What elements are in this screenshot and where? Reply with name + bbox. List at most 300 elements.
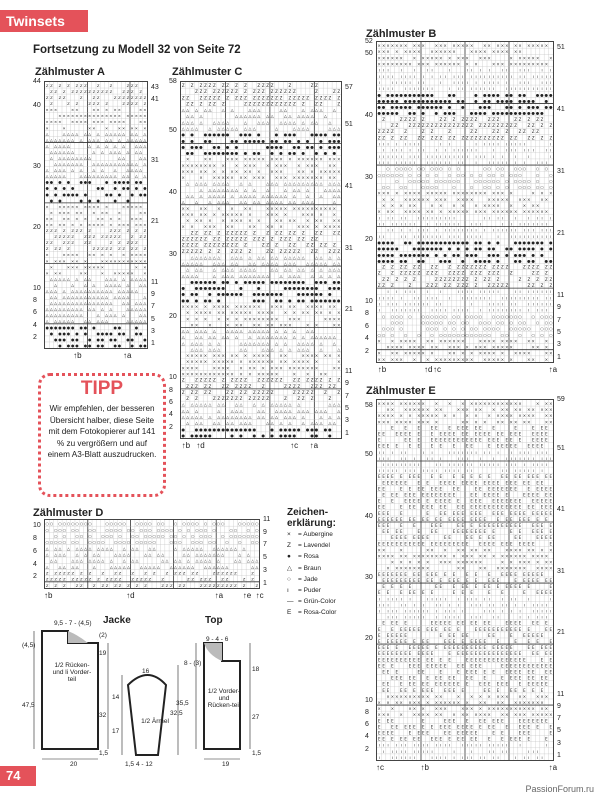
svg-text:ı: ı xyxy=(510,141,512,147)
svg-text:×: × xyxy=(92,113,96,119)
svg-text:△: △ xyxy=(310,261,314,267)
svg-text:×: × xyxy=(544,407,549,413)
svg-text:E: E xyxy=(496,492,500,498)
svg-text:×: × xyxy=(483,419,487,425)
svg-text:E: E xyxy=(404,437,407,443)
svg-text:○: ○ xyxy=(456,332,461,338)
svg-text:E: E xyxy=(448,492,451,498)
svg-text:△: △ xyxy=(252,107,256,113)
svg-text:ı: ı xyxy=(418,608,420,614)
svg-text:○: ○ xyxy=(483,326,487,332)
svg-text:Z: Z xyxy=(492,283,495,289)
svg-text:E: E xyxy=(421,486,425,492)
svg-text:△: △ xyxy=(266,334,270,340)
svg-text:×: × xyxy=(399,419,403,425)
svg-text:×: × xyxy=(461,55,465,61)
svg-text:Z: Z xyxy=(261,389,265,395)
svg-text:Z: Z xyxy=(261,236,265,242)
svg-text:△: △ xyxy=(62,131,66,137)
svg-text:E: E xyxy=(540,571,544,577)
svg-text:×: × xyxy=(301,211,305,217)
svg-text:ı: ı xyxy=(545,221,547,227)
svg-text:Z: Z xyxy=(235,396,238,402)
svg-text:E: E xyxy=(465,675,469,681)
svg-text:Z: Z xyxy=(270,248,274,254)
svg-text:×: × xyxy=(88,222,92,228)
svg-text:E: E xyxy=(492,651,495,657)
svg-text:×: × xyxy=(66,215,70,221)
svg-text:●: ● xyxy=(243,279,248,285)
svg-text:△: △ xyxy=(315,119,319,125)
svg-text:△: △ xyxy=(270,420,274,426)
svg-text:×: × xyxy=(239,218,243,224)
svg-text:△: △ xyxy=(301,113,305,119)
svg-text:△: △ xyxy=(92,300,96,306)
svg-text:×: × xyxy=(283,175,288,181)
tip-text: Wir empfehlen, der besseren Übersicht halber, diese Seite mit dem Fotokopierer auf 141 % zu vergrößern und auf einem A3-Blatt auszudrucken. xyxy=(47,404,157,459)
svg-text:Z: Z xyxy=(288,101,292,107)
svg-text:●: ● xyxy=(469,110,474,116)
svg-text:○: ○ xyxy=(505,178,509,184)
svg-text:ı: ı xyxy=(457,455,459,461)
svg-text:×: × xyxy=(45,252,49,258)
svg-text:×: × xyxy=(332,224,337,230)
svg-text:△: △ xyxy=(139,149,143,155)
svg-text:○: ○ xyxy=(522,178,527,184)
svg-text:Z: Z xyxy=(109,89,113,95)
svg-text:E: E xyxy=(531,431,535,437)
svg-text:×: × xyxy=(265,162,270,168)
svg-text:○: ○ xyxy=(447,178,452,184)
svg-text:E: E xyxy=(492,626,495,632)
svg-text:△: △ xyxy=(306,328,310,334)
svg-text:●: ● xyxy=(130,336,134,342)
svg-text:Z: Z xyxy=(130,234,134,240)
svg-text:△: △ xyxy=(248,181,252,187)
svg-text:○: ○ xyxy=(500,319,505,325)
svg-text:△: △ xyxy=(199,261,203,267)
svg-text:●: ● xyxy=(408,239,412,245)
svg-text:△: △ xyxy=(88,318,92,324)
svg-text:E: E xyxy=(391,657,394,663)
svg-text:●: ● xyxy=(505,110,509,116)
svg-text:E: E xyxy=(457,523,460,529)
svg-text:●: ● xyxy=(274,138,279,144)
svg-text:×: × xyxy=(500,350,505,356)
svg-text:×: × xyxy=(408,209,412,215)
svg-text:×: × xyxy=(522,61,527,67)
svg-text:Z: Z xyxy=(465,123,469,129)
svg-text:ı: ı xyxy=(457,73,459,79)
svg-text:E: E xyxy=(518,437,522,443)
svg-text:△: △ xyxy=(239,267,243,273)
svg-text:ı: ı xyxy=(405,614,407,620)
svg-text:ı: ı xyxy=(457,602,459,608)
legend-label: = Aubergine xyxy=(298,531,333,538)
svg-text:ı: ı xyxy=(453,79,455,85)
svg-text:E: E xyxy=(518,663,522,669)
svg-text:△: △ xyxy=(208,414,212,420)
svg-text:○: ○ xyxy=(456,166,461,172)
svg-text:E: E xyxy=(404,577,407,583)
svg-text:E: E xyxy=(435,541,438,547)
svg-text:△: △ xyxy=(139,318,143,324)
svg-text:×: × xyxy=(297,205,301,211)
svg-text:ı: ı xyxy=(515,307,517,313)
svg-text:×: × xyxy=(221,371,225,377)
svg-text:Z: Z xyxy=(382,276,385,282)
svg-text:●: ● xyxy=(421,252,425,258)
svg-text:△: △ xyxy=(113,143,117,149)
svg-text:×: × xyxy=(381,43,386,49)
svg-text:×: × xyxy=(283,310,288,316)
svg-text:△: △ xyxy=(199,414,203,420)
svg-text:×: × xyxy=(297,162,301,168)
svg-text:Z: Z xyxy=(195,377,198,383)
svg-text:×: × xyxy=(487,413,491,419)
svg-text:Z: Z xyxy=(470,116,473,122)
svg-text:△: △ xyxy=(239,199,243,205)
svg-text:Z: Z xyxy=(487,123,491,129)
svg-text:ı: ı xyxy=(515,301,517,307)
svg-text:×: × xyxy=(544,338,549,344)
svg-text:Z: Z xyxy=(509,270,513,276)
svg-text:○: ○ xyxy=(531,313,535,319)
svg-text:Z: Z xyxy=(417,270,421,276)
svg-text:E: E xyxy=(443,535,447,541)
svg-text:Z: Z xyxy=(181,389,185,395)
svg-text:×: × xyxy=(509,344,513,350)
svg-text:ı: ı xyxy=(479,86,481,92)
svg-text:ı: ı xyxy=(493,455,495,461)
svg-text:○: ○ xyxy=(518,319,522,325)
svg-text:Z: Z xyxy=(306,377,310,383)
svg-text:ı: ı xyxy=(466,468,468,474)
svg-text:△: △ xyxy=(292,414,296,420)
svg-text:E: E xyxy=(421,638,425,644)
svg-text:ı: ı xyxy=(528,295,530,301)
svg-text:○: ○ xyxy=(461,172,465,178)
svg-text:●: ● xyxy=(121,185,126,191)
svg-text:Z: Z xyxy=(288,383,292,389)
svg-text:E: E xyxy=(540,510,544,516)
svg-text:×: × xyxy=(509,553,513,559)
svg-text:ı: ı xyxy=(510,307,512,313)
svg-text:Z: Z xyxy=(257,95,261,101)
svg-text:ı: ı xyxy=(519,86,521,92)
svg-text:ı: ı xyxy=(466,295,468,301)
svg-text:E: E xyxy=(496,638,500,644)
svg-text:●: ● xyxy=(96,197,100,203)
svg-text:ı: ı xyxy=(378,79,380,85)
svg-text:×: × xyxy=(403,43,408,49)
svg-text:△: △ xyxy=(337,125,341,131)
repeat-arrow: ↑d xyxy=(424,365,433,374)
svg-text:△: △ xyxy=(261,261,265,267)
svg-text:×: × xyxy=(531,413,535,419)
svg-text:Z: Z xyxy=(244,230,247,236)
svg-text:●: ● xyxy=(332,138,337,144)
svg-text:×: × xyxy=(105,258,109,264)
top-top-measure: 9 - 4 - 6 xyxy=(206,636,229,643)
svg-text:E: E xyxy=(377,638,381,644)
svg-text:×: × xyxy=(301,168,305,174)
svg-text:ı: ı xyxy=(383,159,385,165)
svg-text:△: △ xyxy=(143,173,147,179)
svg-text:ı: ı xyxy=(418,307,420,313)
svg-text:●: ● xyxy=(491,110,496,116)
svg-text:○: ○ xyxy=(461,326,465,332)
svg-text:×: × xyxy=(434,49,439,55)
svg-text:×: × xyxy=(71,119,75,125)
svg-text:E: E xyxy=(448,645,451,651)
svg-text:●: ● xyxy=(212,279,217,285)
svg-text:△: △ xyxy=(130,137,134,143)
jacke-body-label: 1/2 Rücken- und li Vorder-teil xyxy=(52,662,92,683)
svg-text:×: × xyxy=(487,356,491,362)
svg-text:Z: Z xyxy=(84,89,87,95)
svg-text:ı: ı xyxy=(449,614,451,620)
svg-text:△: △ xyxy=(292,334,296,340)
svg-text:ı: ı xyxy=(475,73,477,79)
svg-text:△: △ xyxy=(292,181,296,187)
svg-text:ı: ı xyxy=(383,153,385,159)
svg-text:Z: Z xyxy=(239,377,243,383)
sleeve-top-measure: 16 xyxy=(142,668,150,675)
svg-text:ı: ı xyxy=(501,153,503,159)
svg-text:Z: Z xyxy=(257,83,261,89)
svg-text:△: △ xyxy=(88,173,92,179)
svg-text:ı: ı xyxy=(405,86,407,92)
svg-text:E: E xyxy=(514,431,517,437)
svg-text:×: × xyxy=(134,215,138,221)
svg-text:Z: Z xyxy=(190,383,194,389)
svg-text:●: ● xyxy=(390,246,395,252)
section-tab: Twinsets xyxy=(0,10,88,32)
svg-text:△: △ xyxy=(62,294,66,300)
svg-text:△: △ xyxy=(143,312,147,318)
svg-text:Z: Z xyxy=(252,89,256,95)
svg-text:Z: Z xyxy=(252,95,256,101)
top-height-top: 8 - (3) xyxy=(184,660,202,667)
svg-text:×: × xyxy=(425,565,430,571)
svg-text:×: × xyxy=(447,338,452,344)
svg-text:ı: ı xyxy=(396,468,398,474)
svg-text:Z: Z xyxy=(239,230,243,236)
svg-text:Z: Z xyxy=(337,95,341,101)
svg-text:E: E xyxy=(492,669,495,675)
svg-text:△: △ xyxy=(62,137,66,143)
svg-text:E: E xyxy=(479,431,482,437)
repeat-arrow: ↑c xyxy=(432,365,441,374)
svg-text:×: × xyxy=(461,350,465,356)
svg-text:△: △ xyxy=(328,414,332,420)
svg-text:△: △ xyxy=(212,254,216,260)
svg-text:×: × xyxy=(509,419,513,425)
svg-text:×: × xyxy=(88,264,92,270)
svg-text:×: × xyxy=(544,401,549,407)
svg-text:△: △ xyxy=(139,167,143,173)
svg-text:●: ● xyxy=(265,144,270,150)
svg-text:ı: ı xyxy=(550,455,552,461)
svg-text:ı: ı xyxy=(506,141,508,147)
svg-text:●: ● xyxy=(447,98,452,104)
svg-text:●: ● xyxy=(390,252,395,258)
svg-text:E: E xyxy=(391,571,394,577)
svg-text:Z: Z xyxy=(404,129,407,135)
svg-text:Z: Z xyxy=(122,89,125,95)
jacke-bottom-measure: 20 xyxy=(70,761,78,768)
svg-text:ı: ı xyxy=(545,233,547,239)
svg-text:×: × xyxy=(75,203,79,209)
svg-text:×: × xyxy=(403,350,408,356)
row-number-left: 58 xyxy=(365,402,373,410)
svg-text:Z: Z xyxy=(292,101,296,107)
svg-text:●: ● xyxy=(203,279,208,285)
svg-text:E: E xyxy=(413,663,416,669)
svg-text:ı: ı xyxy=(422,73,424,79)
svg-text:×: × xyxy=(443,553,447,559)
svg-text:Z: Z xyxy=(208,101,212,107)
svg-text:×: × xyxy=(190,211,194,217)
svg-text:Z: Z xyxy=(439,123,443,129)
svg-text:ı: ı xyxy=(427,455,429,461)
svg-text:×: × xyxy=(100,222,104,228)
svg-text:△: △ xyxy=(203,328,207,334)
svg-text:E: E xyxy=(487,535,491,541)
svg-text:△: △ xyxy=(126,294,130,300)
svg-text:○: ○ xyxy=(399,184,403,190)
svg-text:E: E xyxy=(540,431,544,437)
svg-text:E: E xyxy=(417,669,421,675)
svg-text:×: × xyxy=(194,365,199,371)
svg-text:ı: ı xyxy=(413,153,415,159)
svg-text:×: × xyxy=(469,693,474,699)
svg-text:×: × xyxy=(143,258,147,264)
svg-text:●: ● xyxy=(417,98,421,104)
svg-text:○: ○ xyxy=(425,184,430,190)
svg-text:●: ● xyxy=(314,279,319,285)
svg-text:ı: ı xyxy=(550,608,552,614)
svg-text:×: × xyxy=(212,365,217,371)
svg-text:●: ● xyxy=(518,239,522,245)
svg-text:○: ○ xyxy=(465,332,469,338)
svg-text:△: △ xyxy=(62,300,66,306)
svg-text:E: E xyxy=(514,571,517,577)
svg-text:●: ● xyxy=(425,246,430,252)
svg-text:E: E xyxy=(505,443,509,449)
svg-text:○: ○ xyxy=(381,172,386,178)
svg-text:×: × xyxy=(328,175,332,181)
svg-text:E: E xyxy=(391,620,394,626)
svg-text:Z: Z xyxy=(332,230,336,236)
svg-text:E: E xyxy=(377,431,381,437)
svg-text:●: ● xyxy=(109,330,113,336)
svg-text:E: E xyxy=(408,657,412,663)
svg-text:●: ● xyxy=(130,342,134,348)
svg-text:△: △ xyxy=(199,328,203,334)
svg-text:●: ● xyxy=(390,239,395,245)
svg-text:△: △ xyxy=(105,131,109,137)
svg-text:ı: ı xyxy=(427,159,429,165)
svg-text:●: ● xyxy=(225,144,230,150)
jacke-mid-measure: 32 xyxy=(99,712,107,719)
svg-text:E: E xyxy=(439,669,443,675)
svg-text:○: ○ xyxy=(399,313,403,319)
svg-text:×: × xyxy=(478,553,483,559)
svg-text:●: ● xyxy=(194,144,199,150)
svg-text:△: △ xyxy=(79,155,83,161)
svg-text:△: △ xyxy=(248,420,252,426)
svg-text:●: ● xyxy=(288,285,292,291)
svg-text:●: ● xyxy=(500,98,505,104)
svg-text:E: E xyxy=(479,510,482,516)
svg-text:E: E xyxy=(417,535,421,541)
svg-text:×: × xyxy=(522,413,527,419)
svg-text:○: ○ xyxy=(483,319,487,325)
svg-text:ı: ı xyxy=(506,86,508,92)
svg-text:ı: ı xyxy=(466,307,468,313)
svg-text:●: ● xyxy=(75,336,79,342)
tip-heading: TIPP xyxy=(80,378,124,399)
svg-text:ı: ı xyxy=(413,233,415,239)
svg-text:E: E xyxy=(382,620,385,626)
svg-text:E: E xyxy=(545,510,548,516)
svg-text:E: E xyxy=(439,431,443,437)
svg-text:ı: ı xyxy=(519,289,521,295)
svg-text:△: △ xyxy=(126,149,130,155)
svg-text:△: △ xyxy=(105,318,109,324)
svg-text:△: △ xyxy=(261,402,265,408)
row-number-right: 31 xyxy=(557,168,565,176)
svg-text:×: × xyxy=(500,693,505,699)
svg-text:ı: ı xyxy=(497,449,499,455)
svg-text:ı: ı xyxy=(413,67,415,73)
svg-text:ı: ı xyxy=(550,233,552,239)
svg-text:△: △ xyxy=(117,155,121,161)
svg-text:ı: ı xyxy=(537,449,539,455)
svg-text:E: E xyxy=(549,651,553,657)
svg-text:×: × xyxy=(395,693,399,699)
svg-text:×: × xyxy=(332,322,337,328)
svg-text:●: ● xyxy=(121,330,126,336)
svg-text:E: E xyxy=(470,638,473,644)
svg-text:△: △ xyxy=(306,113,310,119)
row-number-right: 7 xyxy=(151,303,155,311)
svg-text:●: ● xyxy=(252,279,257,285)
svg-text:Z: Z xyxy=(96,82,100,88)
svg-text:△: △ xyxy=(58,155,62,161)
svg-text:ı: ı xyxy=(396,608,398,614)
row-number-left: 6 xyxy=(33,309,37,317)
svg-text:ı: ı xyxy=(387,468,389,474)
svg-text:×: × xyxy=(314,175,319,181)
svg-text:△: △ xyxy=(283,267,287,273)
svg-text:△: △ xyxy=(208,334,212,340)
svg-text:●: ● xyxy=(279,144,283,150)
svg-text:●: ● xyxy=(181,285,185,291)
svg-text:ı: ı xyxy=(537,86,539,92)
svg-text:ı: ı xyxy=(545,449,547,455)
svg-text:E: E xyxy=(452,437,456,443)
svg-text:△: △ xyxy=(310,328,314,334)
svg-text:○: ○ xyxy=(478,332,483,338)
svg-text:×: × xyxy=(71,264,75,270)
svg-text:△: △ xyxy=(109,300,113,306)
svg-text:ı: ı xyxy=(444,221,446,227)
svg-text:Z: Z xyxy=(88,228,91,234)
svg-text:●: ● xyxy=(66,342,71,348)
